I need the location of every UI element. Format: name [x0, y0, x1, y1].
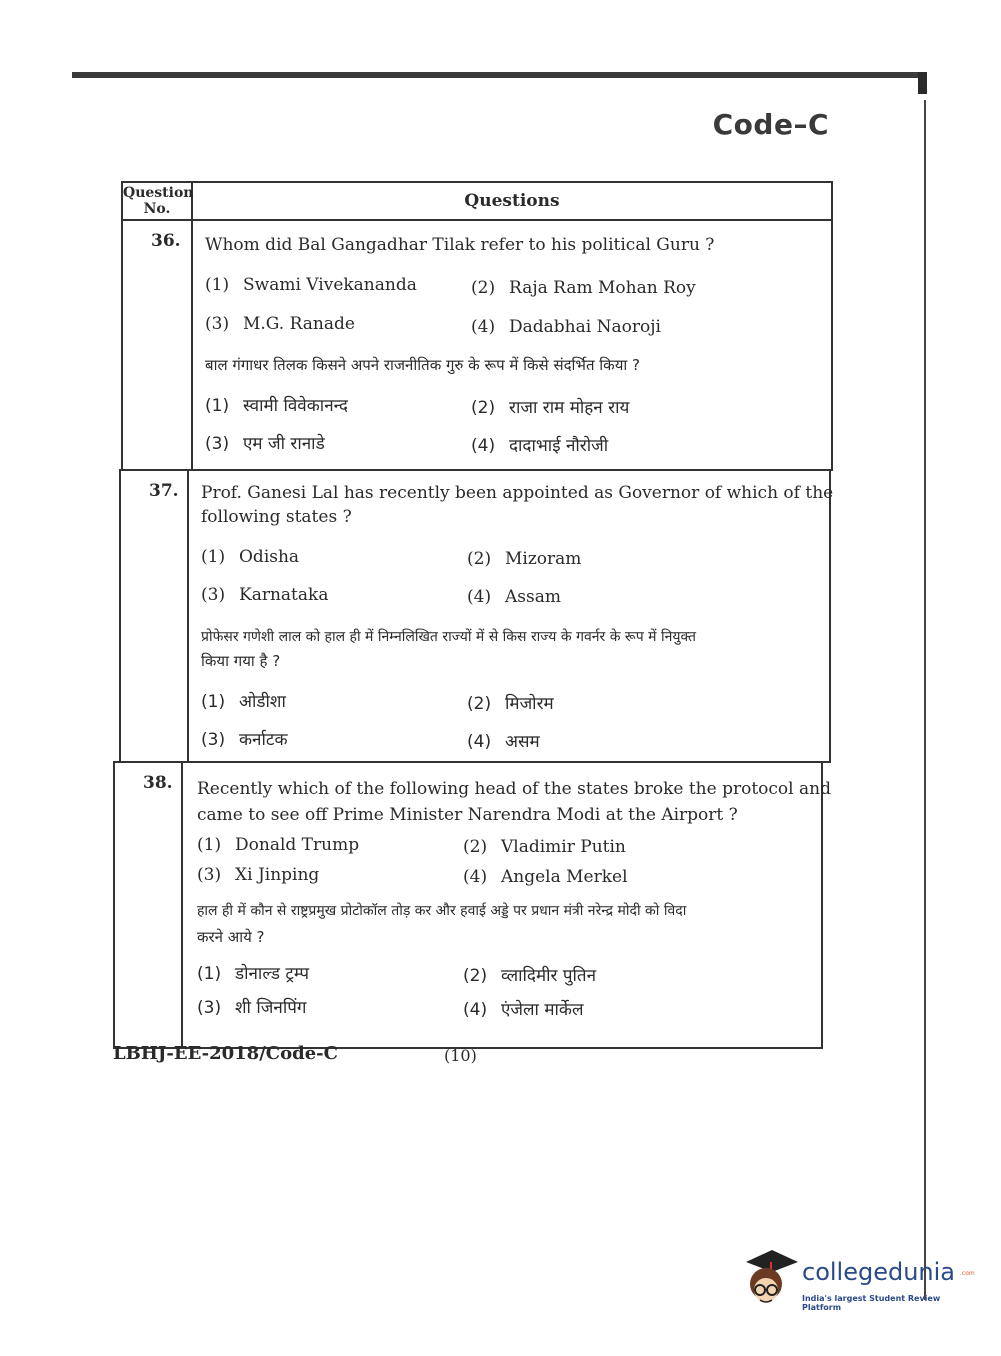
page-number: (10) — [444, 1046, 477, 1065]
option-1-en: (1) Odisha — [201, 547, 300, 567]
option-1-hi: (1) डोनाल्ड ट्रम्प — [197, 964, 309, 984]
option-3-hi: (3) कर्नाटक — [201, 730, 288, 750]
option-2-en: (2) Mizoram — [467, 549, 582, 569]
column-divider — [181, 763, 183, 1047]
option-2-hi: (2) मिजोरम — [467, 694, 554, 714]
option-1-hi: (1) स्वामी विवेकानन्द — [205, 396, 348, 416]
question-text-en-line1: Recently which of the following head of the states broke the protocol and — [197, 779, 831, 799]
question-text-hi-line1: प्रोफेसर गणेशी लाल को हाल ही में निम्नलिखित राज्यों में से किस राज्य के गवर्नर के रूप में नियुक्त — [201, 629, 696, 645]
question-text-hi-line1: हाल ही में कौन से राष्ट्रप्रमुख प्रोटोकॉल तोड़ कर और हवाई अड्डे पर प्रधान मंत्री नरेन्द्र मोदी को विदा — [197, 903, 687, 919]
question-text-hi: बाल गंगाधर तिलक किसने अपने राजनीतिक गुरु के रूप में किसे संदर्भित किया ? — [205, 356, 641, 374]
question-number: 38. — [143, 773, 173, 793]
question-38 — [113, 761, 831, 1049]
collegedunia-watermark — [742, 1248, 975, 1312]
question-no-header — [123, 183, 193, 219]
column-divider — [187, 471, 189, 761]
option-1-hi: (1) ओडीशा — [201, 692, 286, 712]
question-no-header-line2: No. — [143, 201, 171, 217]
question-text-en-line2: came to see off Prime Minister Narendra Modi at the Airport ? — [197, 805, 738, 825]
question-text-en: Whom did Bal Gangadhar Tilak refer to his political Guru ? — [205, 235, 715, 255]
option-4-hi: (4) एंजेला मार्केल — [463, 1000, 584, 1020]
top-rule-corner — [918, 72, 927, 94]
option-3-en: (3) M.G. Ranade — [205, 314, 355, 334]
option-4-en: (4) Dadabhai Naoroji — [471, 317, 661, 337]
top-rule — [72, 72, 927, 78]
question-text-hi-line2: करने आये ? — [197, 928, 265, 946]
brand-name: collegedunia — [802, 1258, 956, 1286]
option-4-en: (4) Assam — [467, 587, 561, 607]
questions-header: Questions — [464, 191, 560, 211]
brand-domain: .com — [960, 1270, 975, 1277]
option-3-en: (3) Karnataka — [201, 585, 329, 605]
option-2-en: (2) Vladimir Putin — [463, 837, 626, 857]
option-4-hi: (4) असम — [467, 732, 540, 752]
option-3-en: (3) Xi Jinping — [197, 865, 320, 885]
option-3-hi: (3) शी जिनपिंग — [197, 998, 307, 1018]
page-edge — [924, 100, 926, 1300]
question-no-header-line1: Question — [123, 185, 194, 201]
brand-tagline: India's largest Student Review Platform — [802, 1294, 941, 1312]
paper-code-label: Code–C — [712, 108, 829, 141]
table-header — [121, 181, 833, 221]
option-2-hi: (2) व्लादिमीर पुतिन — [463, 966, 597, 986]
question-text-en-line1: Prof. Ganesi Lal has recently been appointed as Governor of which of the — [201, 483, 834, 503]
mascot-icon — [742, 1248, 800, 1310]
question-text-hi-line2: किया गया है ? — [201, 652, 281, 670]
question-number: 36. — [151, 231, 181, 251]
question-number: 37. — [149, 481, 179, 501]
option-2-en: (2) Raja Ram Mohan Roy — [471, 278, 696, 298]
question-36 — [121, 221, 833, 471]
option-4-hi: (4) दादाभाई नौरोजी — [471, 436, 609, 456]
option-1-en: (1) Swami Vivekananda — [205, 275, 417, 295]
option-2-hi: (2) राजा राम मोहन राय — [471, 398, 630, 418]
column-divider — [191, 221, 193, 469]
question-text-en-line2: following states ? — [201, 507, 352, 527]
question-37 — [119, 469, 834, 763]
option-4-en: (4) Angela Merkel — [463, 867, 628, 887]
option-3-hi: (3) एम जी रानाडे — [205, 434, 325, 454]
option-1-en: (1) Donald Trump — [197, 835, 360, 855]
footer-paper-code: LBHJ-EE-2018/Code-C — [113, 1043, 338, 1064]
